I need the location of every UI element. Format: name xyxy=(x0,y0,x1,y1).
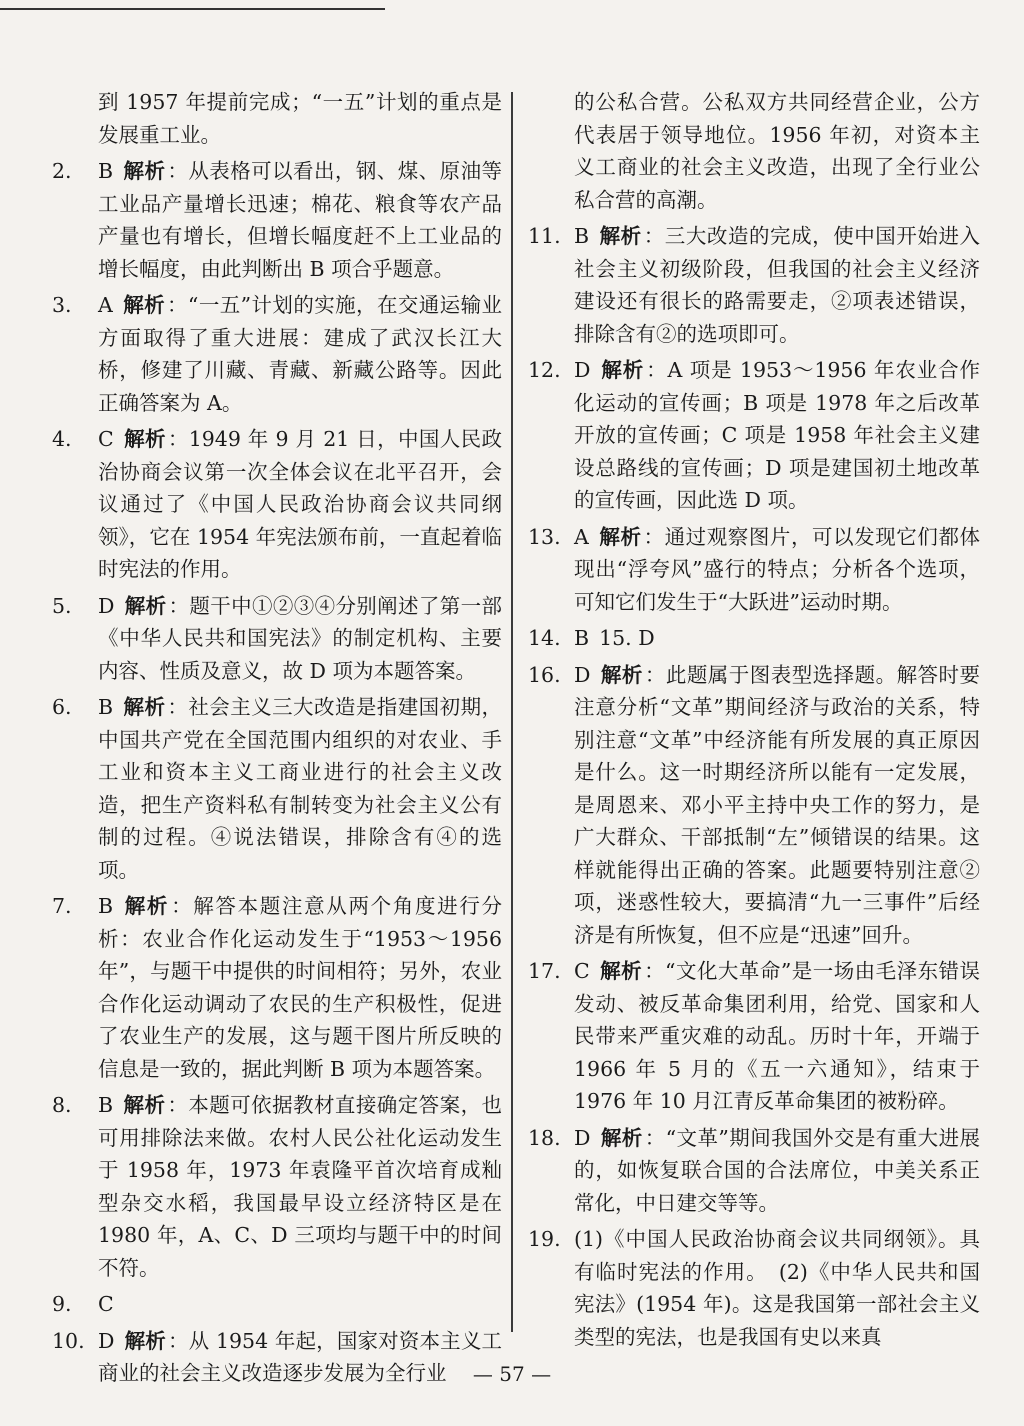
answer-text: 15. D xyxy=(599,626,655,650)
answer-letter: A xyxy=(574,524,589,549)
answer-item xyxy=(52,155,502,285)
analysis-keyword: 解析 xyxy=(122,293,166,317)
answer-item xyxy=(528,622,980,655)
answer-text: 的公私合营。公私双方共同经营企业，公方代表居于领导地位。1956 年初，对资本主义工商业的社会主义改造，出现了全行业公私合营的高潮。 xyxy=(574,90,980,212)
item-number: 14. xyxy=(528,626,561,650)
left-column xyxy=(52,86,502,1394)
answer-item xyxy=(528,1223,980,1353)
analysis-keyword: 解析 xyxy=(600,662,643,687)
analysis-keyword: 解析 xyxy=(599,959,643,983)
item-number: 17. xyxy=(528,959,561,983)
answer-text: ：三大改造的完成，使中国开始进入社会主义初级阶段，但我国的社会主义经济建设还有很长的路需要走，②项表述错误，排除含有②的选项即可。 xyxy=(574,224,981,346)
item-number: 16. xyxy=(528,662,561,687)
answer-item xyxy=(52,289,502,419)
continued-paragraph xyxy=(528,86,980,216)
answer-letter: B xyxy=(98,695,114,719)
answer-letter: D xyxy=(574,1125,591,1150)
item-number: 3. xyxy=(52,293,72,317)
item-number: 10. xyxy=(52,1328,85,1353)
analysis-keyword: 解析 xyxy=(600,358,645,382)
answer-item xyxy=(528,659,980,952)
answer-item xyxy=(52,691,502,886)
answer-letter: B xyxy=(98,159,114,183)
answer-text: ：从表格可以看出，钢、煤、原油等工业品产量增长迅速；棉花、粮食等农产品产量也有增长，但增长幅度赶不上工业品的增长幅度，由此判断出 B 项合乎题意。 xyxy=(98,159,503,281)
analysis-keyword: 解析 xyxy=(123,1093,166,1117)
item-number: 19. xyxy=(528,1227,561,1251)
answer-letter: B xyxy=(98,894,114,918)
right-column xyxy=(528,86,980,1357)
answer-text: ：从 1954 年起，国家对资本主义工商业的社会主义改造逐步发展为全行业 xyxy=(98,1328,503,1385)
answer-text: ：“文革”期间我国外交是有重大进展的，如恢复联合国的合法席位，中美关系正常化，中日建交等等。 xyxy=(574,1125,980,1215)
answer-item xyxy=(52,423,502,586)
item-number: 18. xyxy=(528,1125,561,1150)
item-number: 11. xyxy=(528,224,561,248)
answer-text: ：1949 年 9 月 21 日，中国人民政治协商会议第一次全体会议在北平召开，会议通过了《中国人民政治协商会议共同纲领》，它在 1954 年宪法颁布前，一直起着临时宪法的作用。 xyxy=(98,427,502,581)
analysis-keyword: 解析 xyxy=(124,593,167,618)
answer-text: 到 1957 年提前完成；“一五”计划的重点是发展重工业。 xyxy=(98,90,502,147)
continued-paragraph xyxy=(52,86,502,151)
analysis-keyword: 解析 xyxy=(123,894,170,918)
item-number: 2. xyxy=(52,159,72,183)
answer-item xyxy=(52,1089,502,1284)
answer-item xyxy=(52,590,502,688)
answer-item xyxy=(528,354,980,517)
analysis-keyword: 解析 xyxy=(123,427,166,451)
item-number: 4. xyxy=(52,427,72,451)
item-number: 7. xyxy=(52,894,72,918)
answer-text: ：“一五”计划的实施，在交通运输业方面取得了重大进展：建成了武汉长江大桥，修建了川藏、青藏、新藏公路等。因此正确答案为 A。 xyxy=(98,293,502,415)
answer-letter: C xyxy=(574,959,590,983)
answer-text: ：通过观察图片，可以发现它们都体现出“浮夸风”盛行的特点；分析各个选项，可知它们发生于“大跃进”运动时期。 xyxy=(574,524,981,614)
page-number: — 57 — xyxy=(472,1362,552,1386)
answer-letter: B xyxy=(98,1093,114,1117)
answer-text: (1)《中国人民政治协商会议共同纲领》。具有临时宪法的作用。 (2)《中华人民共和国宪法》(1954 年)。这是我国第一部社会主义类型的宪法，也是我国有史以来真 xyxy=(574,1227,980,1349)
analysis-keyword: 解析 xyxy=(599,224,642,248)
answer-item xyxy=(528,220,980,350)
answer-item xyxy=(528,1122,980,1220)
answer-text: ：本题可依据教材直接确定答案，也可用排除法来做。农村人民公社化运动发生于 1958 年，1973 年袁隆平首次培育成籼型杂交水稻，我国最早设立经济特区是在 1980 年，A、C、D 三项均与题干中的时间不符。 xyxy=(98,1093,503,1280)
analysis-keyword: 解析 xyxy=(123,695,166,719)
analysis-keyword: 解析 xyxy=(600,1125,643,1150)
answer-text: ：社会主义三大改造是指建国初期，中国共产党在全国范围内组织的对农业、手工业和资本主义工商业进行的社会主义改造，把生产资料私有制转变为社会主义公有制的过程。④说法错误，排除含有④的选项。 xyxy=(98,695,503,882)
item-number: 13. xyxy=(528,524,561,549)
analysis-keyword: 解析 xyxy=(598,524,642,549)
item-number: 5. xyxy=(52,593,72,618)
answer-letter: D xyxy=(98,593,115,618)
answer-item xyxy=(52,1288,502,1321)
answer-letter: C xyxy=(98,427,114,451)
answer-letter: A xyxy=(98,293,113,317)
answer-letter: C xyxy=(98,1292,114,1316)
answer-text: ：解答本题注意从两个角度进行分析：农业合作化运动发生于“1953～1956年”，与题干中提供的时间相符；另外，农业合作化运动调动了农民的生产积极性，促进了农业生产的发展，这与题干图片所反映的信息是一致的，据此判断 B 项为本题答案。 xyxy=(98,894,502,1081)
answer-text: ：题干中①②③④分别阐述了第一部《中华人民共和国宪法》的制定机构、主要内容、性质及意义，故 D 项为本题答案。 xyxy=(98,593,502,683)
answer-letter: D xyxy=(574,662,591,687)
answer-item xyxy=(528,955,980,1118)
column-divider xyxy=(511,92,513,1332)
answer-item xyxy=(52,890,502,1085)
top-rule xyxy=(0,8,385,10)
analysis-keyword: 解析 xyxy=(123,159,166,183)
answer-text: ：此题属于图表型选择题。解答时要注意分析“文革”期间经济与政治的关系，特别注意“文革”中经济能有所发展的真正原因是什么。这一时期经济所以能有一定发展，是周恩来、邓小平主持中央工作的努力，是广大群众、干部抵制“左”倾错误的结果。这样就能得出正确的答案。此题要特别注意②项，迷惑性较大，要搞清“九一三事件”后经济是有所恢复，但不应是“迅速”回升。 xyxy=(574,662,981,947)
item-number: 9. xyxy=(52,1292,72,1316)
answer-letter: D xyxy=(574,358,591,382)
answer-text: ：A 项是 1953～1956 年农业合作化运动的宣传画；B 项是 1978 年之后改革开放的宣传画；C 项是 1958 年社会主义建设总路线的宣传画；D 项是建国初土地改革的宣传画，因此选 D 项。 xyxy=(574,358,980,512)
answer-text: ：“文化大革命”是一场由毛泽东错误发动、被反革命集团利用，给党、国家和人民带来严重灾难的动乱。历时十年，开端于 1966 年 5 月的《五一六通知》，结束于 1976 年 10 月江青反革命集团的被粉碎。 xyxy=(574,959,981,1113)
answer-item xyxy=(528,521,980,619)
item-number: 12. xyxy=(528,358,561,382)
answer-letter: B xyxy=(574,224,590,248)
analysis-keyword: 解析 xyxy=(124,1328,166,1353)
item-number: 6. xyxy=(52,695,72,719)
answer-letter: D xyxy=(98,1328,115,1353)
item-number: 8. xyxy=(52,1093,72,1117)
answer-letter: B xyxy=(574,626,590,650)
